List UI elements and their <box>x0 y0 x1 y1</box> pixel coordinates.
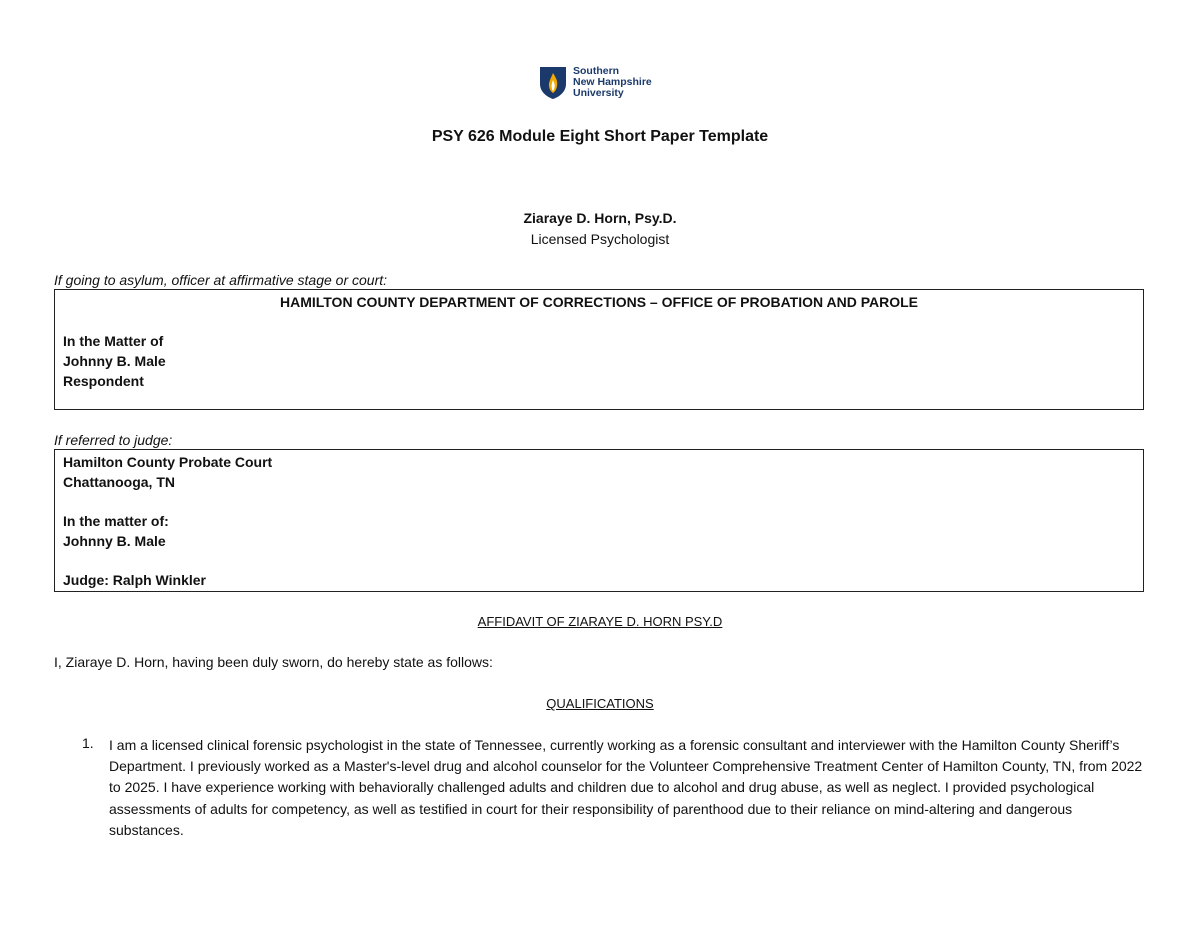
flame-shield-icon <box>539 66 567 100</box>
document-title: PSY 626 Module Eight Short Paper Template <box>431 128 769 145</box>
matter-of-label: In the Matter of <box>63 333 164 349</box>
author-name: Ziaraye D. Horn, Psy.D. <box>523 210 677 226</box>
university-logo <box>539 66 652 100</box>
list-item-text: I am a licensed clinical forensic psychologist in the state of Tennessee, currently working as a forensic consultant and interviewer with the Hamilton County Sheriff’s Department. I previously worked as a Master's-level drug and alcohol counselor for the Volunteer Comprehensive Treatment Center of Hamilton County, TN, from 2022 to 2025. I have experience working with behaviorally challenged adults and children due to alcohol and drug abuse, as well as neglect. I provided psychological assessments of adults for competency, as well as testified in court for their responsibility of parenthood due to their reliance on mind-altering and dangerous substances. <box>109 737 1143 838</box>
logo-line-3: University <box>573 87 624 99</box>
author-role: Licensed Psychologist <box>530 231 670 247</box>
corrections-box-header: HAMILTON COUNTY DEPARTMENT OF CORRECTIONS – OFFICE OF PROBATION AND PAROLE <box>279 294 919 310</box>
affidavit-heading: AFFIDAVIT OF ZIARAYE D. HORN PSY.D <box>477 614 723 629</box>
judge-note: If referred to judge: <box>54 432 173 448</box>
asylum-note: If going to asylum, officer at affirmative stage or court: <box>54 272 388 288</box>
list-item-number: 1. <box>82 735 94 751</box>
logo-wordmark <box>573 66 652 99</box>
respondent-label: Respondent <box>63 373 144 389</box>
court-name: Hamilton County Probate Court <box>63 454 273 470</box>
respondent-name: Johnny B. Male <box>63 353 166 369</box>
sworn-statement: I, Ziaraye D. Horn, having been duly sworn, do hereby state as follows: <box>54 654 493 670</box>
qualifications-heading: QUALIFICATIONS <box>546 696 654 711</box>
court-box <box>54 449 1144 592</box>
court-location: Chattanooga, TN <box>63 474 175 490</box>
corrections-box <box>54 289 1144 410</box>
court-judge: Judge: Ralph Winkler <box>63 572 207 588</box>
logo-line-1: Southern <box>573 65 620 77</box>
logo-line-2: New Hampshire <box>573 76 652 88</box>
court-respondent-name: Johnny B. Male <box>63 533 166 549</box>
court-matter-label: In the matter of: <box>63 513 169 529</box>
